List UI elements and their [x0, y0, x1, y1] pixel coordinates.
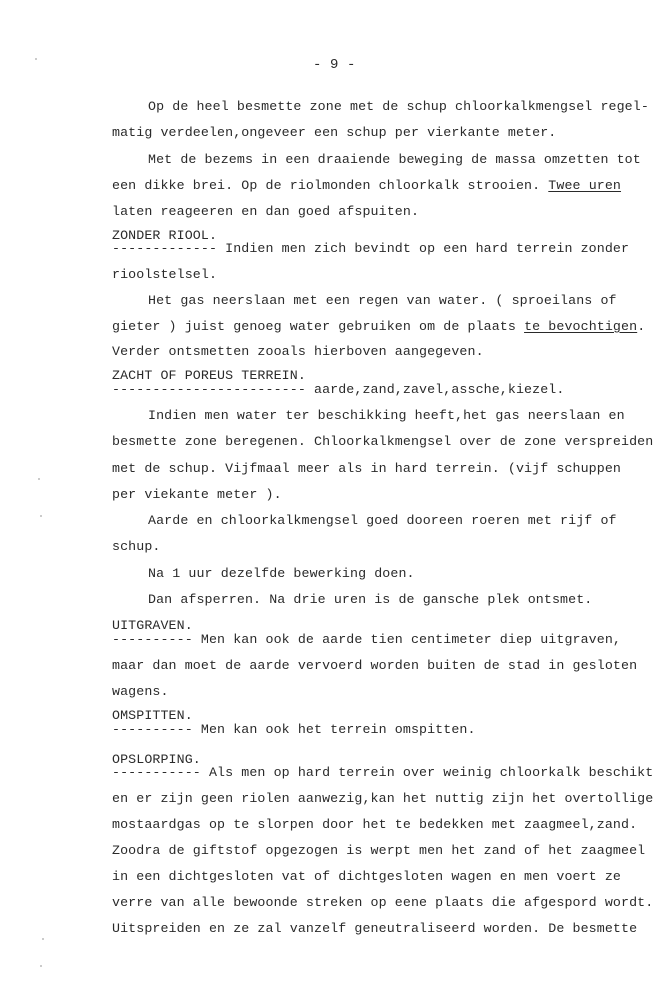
text-line — [112, 632, 621, 648]
text-line — [112, 434, 653, 450]
text-segment: Uitspreiden en ze zal vanzelf geneutraliseerd worden. De besmette — [112, 921, 638, 936]
text-segment: besmette zone beregenen. Chloorkalkmengsel over de zone verspreiden — [112, 434, 654, 449]
text-segment: maar dan moet de aarde vervoerd worden buiten de stad in gesloten — [112, 658, 638, 673]
text-segment: ------------- Indien men zich bevindt op een hard terrein zonder — [112, 241, 630, 256]
text-line — [112, 319, 645, 335]
text-segment: Dan afsperren. Na drie uren is de gansche plek ontsmet. — [148, 592, 593, 607]
text-segment: matig verdeelen,ongeveer een schup per vierkante meter. — [112, 125, 557, 140]
text-line — [112, 461, 621, 477]
text-line — [112, 765, 653, 781]
text-segment: ---------- Men kan ook de aarde tien centimeter diep uitgraven, — [112, 632, 622, 647]
text-line — [148, 152, 641, 168]
text-segment: met de schup. Vijfmaal meer als in hard terrein. (vijf schuppen — [112, 461, 622, 476]
text-segment: mostaardgas op te slorpen door het te bedekken met zaagmeel,zand. — [112, 817, 638, 832]
text-line — [112, 241, 629, 257]
text-segment: ZACHT OF POREUS TERREIN. — [112, 368, 306, 383]
text-segment: en er zijn geen riolen aanwezig,kan het nuttig zijn het overtollige — [112, 791, 654, 806]
text-line — [112, 178, 621, 194]
text-line — [112, 791, 653, 807]
text-segment: wagens. — [112, 684, 169, 699]
text-line — [112, 125, 556, 141]
text-segment: ----------- Als men op hard terrein over weinig chloorkalk beschikt — [112, 765, 654, 780]
text-segment: ---------- Men kan ook het terrein omspitten. — [112, 722, 476, 737]
text-line — [148, 566, 415, 582]
text-line — [112, 344, 484, 360]
text-segment: Het gas neerslaan met een regen van water. ( sproeilans of — [148, 293, 617, 308]
text-segment: UITGRAVEN. — [112, 618, 193, 633]
text-line — [148, 293, 617, 309]
text-line — [112, 895, 653, 911]
text-segment: Verder ontsmetten zooals hierboven aangegeven. — [112, 344, 484, 359]
text-segment: OPSLORPING. — [112, 752, 201, 767]
underlined-text: Twee uren — [548, 178, 622, 193]
text-line — [112, 487, 282, 503]
text-line — [112, 539, 160, 555]
text-segment: ZONDER RIOOL. — [112, 228, 218, 243]
underlined-text: te bevochtigen — [524, 319, 638, 334]
text-line — [148, 592, 592, 608]
text-line — [148, 99, 649, 115]
text-segment: Indien men water ter beschikking heeft,het gas neerslaan en — [148, 408, 625, 423]
text-line — [112, 817, 637, 833]
text-segment: verre van alle bewoonde streken op eene plaats die afgespord wordt. — [112, 895, 654, 910]
text-segment: Na 1 uur dezelfde bewerking doen. — [148, 566, 415, 581]
text-segment: OMSPITTEN. — [112, 708, 193, 723]
text-segment: Zoodra de giftstof opgezogen is werpt men het zand of het zaagmeel — [112, 843, 646, 858]
text-line — [148, 408, 625, 424]
text-line — [112, 267, 217, 283]
text-line — [112, 869, 621, 885]
text-segment: Op de heel besmette zone met de schup chloorkalkmengsel regel- — [148, 99, 649, 114]
text-segment: ------------------------ aarde,zand,zavel,assche,kiezel. — [112, 382, 565, 397]
page-number: - 9 - — [313, 57, 356, 73]
text-segment: Met de bezems in een draaiende beweging de massa omzetten tot — [148, 152, 641, 167]
text-line — [112, 382, 564, 398]
text-line — [112, 843, 645, 859]
text-line — [112, 658, 637, 674]
text-segment: schup. — [112, 539, 161, 554]
text-line — [148, 513, 617, 529]
text-line — [112, 722, 476, 738]
text-line — [112, 684, 169, 700]
text-line — [112, 204, 419, 220]
text-segment: . — [637, 319, 646, 334]
text-segment: een dikke brei. Op de riolmonden chloorkalk strooien. — [112, 178, 549, 193]
text-segment: rioolstelsel. — [112, 267, 218, 282]
text-segment: Aarde en chloorkalkmengsel goed dooreen roeren met rijf of — [148, 513, 617, 528]
text-segment: per viekante meter ). — [112, 487, 282, 502]
text-segment: laten reageeren en dan goed afspuiten. — [112, 204, 420, 219]
text-line — [112, 921, 637, 937]
text-segment: in een dichtgesloten vat of dichtgesloten wagen en men voert ze — [112, 869, 622, 884]
text-segment: gieter ) juist genoeg water gebruiken om de plaats — [112, 319, 525, 334]
